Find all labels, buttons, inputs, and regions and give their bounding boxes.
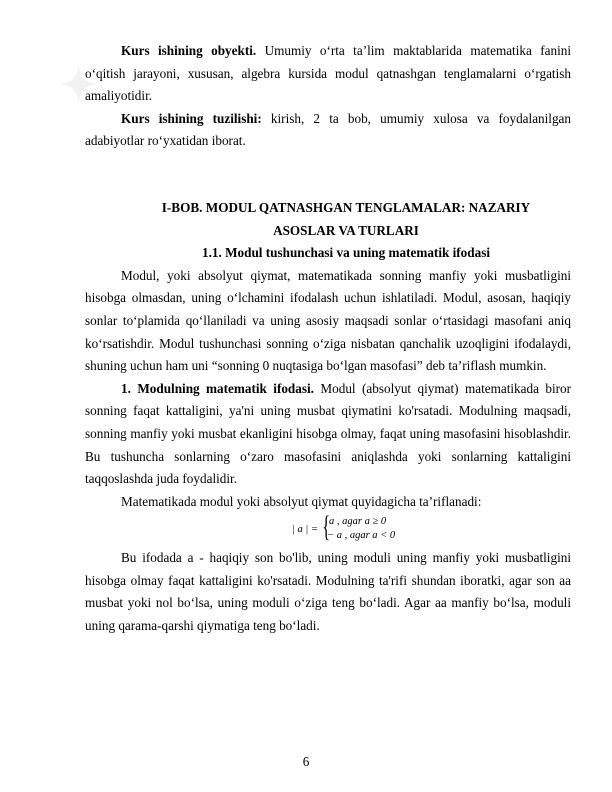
paragraph-formula-explanation: Bu ifodada a - haqiqiy son bo'lib, uning moduli uning manfiy yoki musbatligini hisobga olmay faqat kattaligini ko'rsatadi. Modulning ta'rifi shundan iboratki, agar son aa musbat yoki nol bo‘lsa, uning moduli o‘ziga teng bo‘ladi. Agar aa manfiy bo‘lsa, moduli uning qarama-qarshi qiymatiga teng bo‘ladi.	[85, 550, 571, 634]
formula-lhs: | a | =	[292, 524, 318, 536]
chapter-title-line1: I-BOB. MODUL QATNASHGAN TENGLAMALAR: NAZARIY	[161, 199, 531, 215]
paragraph-math-expression-label: 1. Modulning matematik ifodasi.	[121, 380, 314, 396]
paragraph-formula-intro: Matematikada modul yoki absolyut qiymat quyidagicha ta’riflanadi:	[121, 493, 482, 509]
paragraph-modul-definition: Modul, yoki absolyut qiymat, matematikada sonning manfiy yoki musbatligini hisobga olmasdan, uning o‘lchamini ifodalash uchun ishlatiladi. Modul, asosan, haqiqiy sonlar to‘plamida qo‘llaniladi va uning asosiy maqsadi sonlar o‘rtasidagi masofani aniq ko‘rsatishdir. Modul tushunchasi sonning o‘ziga nisbatan qanchalik uzoqligini ifodalaydi, shuning uchun ham uni “sonning 0 nuqtasiga bo‘lgan masofasi” deb ta’riflash mumkin.	[85, 267, 571, 374]
paragraph-structure-label: Kurs ishining tuzilishi:	[121, 110, 262, 126]
formula-brace: {	[322, 510, 331, 544]
formula-case-nonnegative: a , agar a ≥ 0	[329, 516, 387, 528]
watermark: ✦	[60, 61, 97, 110]
page-content	[85, 40, 571, 638]
section-title: 1.1. Modul tushunchasi va uning matematik ifodasi	[202, 245, 490, 261]
formula-block	[85, 510, 571, 547]
paragraph-structure-text: kirish, 2 ta bob, umumiy xulosa va foydalanilgan adabiyotlar ro‘yxatidan iborat.	[85, 110, 572, 149]
paragraph-math-expression	[85, 378, 571, 491]
chapter-title-line2: ASOSLAR VA TURLARI	[273, 222, 419, 238]
page-number: 6	[302, 754, 310, 769]
formula-case-negative: − a , agar a < 0	[327, 530, 396, 542]
paragraph-object-label: Kurs ishining obyekti.	[121, 43, 257, 58]
paragraph-object-text: Umumiy o‘rta ta’lim maktablarida matematika fanini o‘qitish jarayoni, xususan, algebra kursida modul qatnashgan tenglamalarni o‘rgatish amaliyotidir.	[85, 43, 571, 104]
paragraph-structure	[85, 108, 571, 153]
paragraph-math-expression-text: Modul (absolyut qiymat) matematikada biror sonning faqat kattaligini, ya'ni uning musbat qiymatini ko'rsatadi. Modulning maqsadi, sonning manfiy yoki musbat ekanligini hisobga olmay, faqat uning masofasini hisoblashdir. Bu tushuncha sonlarning o‘zaro masofasini aniqlashda yoki sonlarning kattaligini taqqoslashda juda foydalidir.	[85, 380, 572, 487]
paragraph-object	[85, 40, 571, 108]
